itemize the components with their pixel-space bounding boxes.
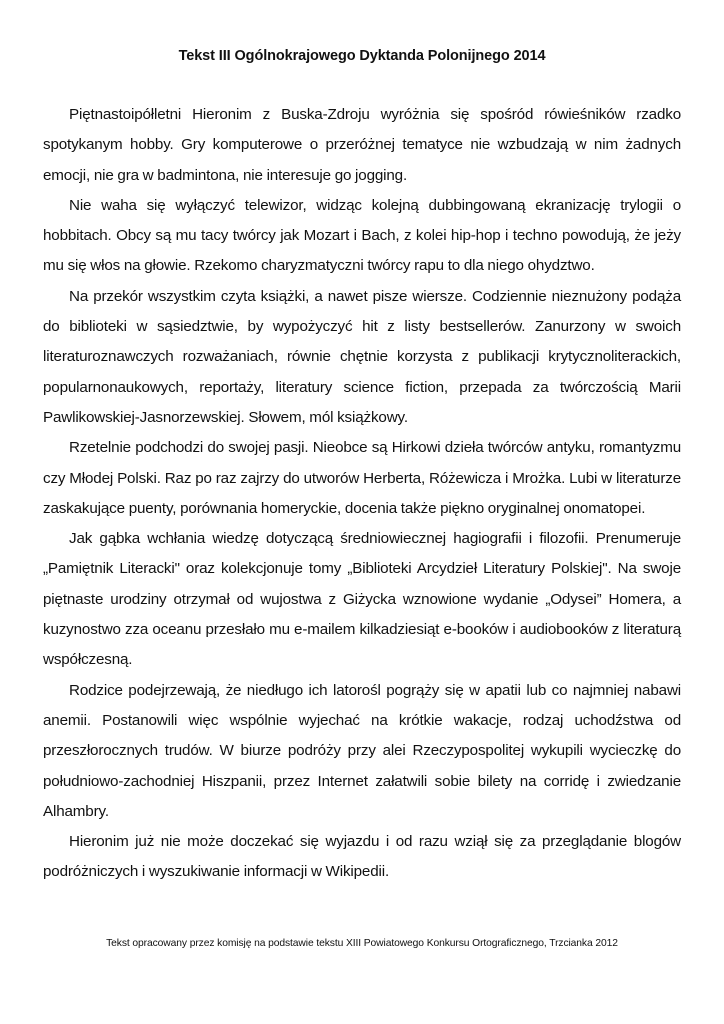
document-footer-note: Tekst opracowany przez komisję na podstawie tekstu XIII Powiatowego Konkursu Ortograficznego, Trzcianka 2012: [106, 938, 618, 949]
paragraph-7: Hieronim już nie może doczekać się wyjazdu i od razu wziął się za przeglądanie blogów podróżniczych i wyszukiwanie informacji w Wikipedii.: [43, 833, 681, 881]
paragraph-5: Jak gąbka wchłania wiedzę dotyczącą średniowiecznej hagiografii i filozofii. Prenumeruje „Pamiętnik Literacki" oraz kolekcjonuje tomy „Biblioteki Arcydzieł Literatury Polskiej". Na swoje piętnaste urodziny otrzymał od wujostwa z Giżycka wznowione wydanie „Odysei” Homera, a kuzynostwo zza oceanu przesłało mu e-mailem kilkadziesiąt e-booków i audiobooków z literaturą współczesną.: [43, 530, 681, 669]
paragraph-6: Rodzice podejrzewają, że niedługo ich latorośl pogrąży się w apatii lub co najmniej nabawi anemii. Postanowili więc wspólnie wyjechać na krótkie wakacje, rodzaj uchodźstwa od przeszłorocznych trudów. W biurze podróży przy alei Rzeczypospolitej wykupili wycieczkę do południowo-zachodniej Hiszpanii, przez Internet załatwili sobie bilety na corridę i zwiedzanie Alhambry.: [43, 681, 681, 820]
paragraph-2: Nie waha się wyłączyć telewizor, widząc kolejną dubbingowaną ekranizację trylogii o hobbitach. Obcy są mu tacy twórcy jak Mozart i Bach, z kolei hip-hop i techno powodują, że jeży mu się włos na głowie. Rzekomo charyzmatyczni twórcy rapu to dla niego ohydztwo.: [43, 196, 681, 275]
paragraph-4: Rzetelnie podchodzi do swojej pasji. Nieobce są Hirkowi dzieła twórców antyku, romantyzmu czy Młodej Polski. Raz po raz zajrzy do utworów Herberta, Różewicza i Mrożka. Lubi w literaturze zaskakujące puenty, porównania homeryckie, docenia także piękno oryginalnej onomatopei.: [43, 439, 681, 517]
document-title: Tekst III Ogólnokrajowego Dyktanda Polonijnego 2014: [178, 48, 546, 64]
paragraph-3: Na przekór wszystkim czyta książki, a nawet pisze wiersze. Codziennie nieznużony podąża do biblioteki w sąsiedztwie, by wypożyczyć hit z listy bestsellerów. Zanurzony w swoich literaturoznawczych rozważaniach, równie chętnie korzysta z publikacji krytycznoliterackich, popularnonaukowych, reportaży, literatury science fiction, przepada za twórczością Marii Pawlikowskiej-Jasnorzewskiej. Słowem, mól książkowy.: [43, 287, 681, 426]
document-body: [43, 100, 681, 888]
paragraph-1: Piętnastoipółletni Hieronim z Buska-Zdroju wyróżnia się spośród rówieśników rzadko spotykanym hobby. Gry komputerowe o przeróżnej tematyce nie wzbudzają w nim żadnych emocji, nie gra w badmintona, nie interesuje go jogging.: [43, 106, 681, 184]
